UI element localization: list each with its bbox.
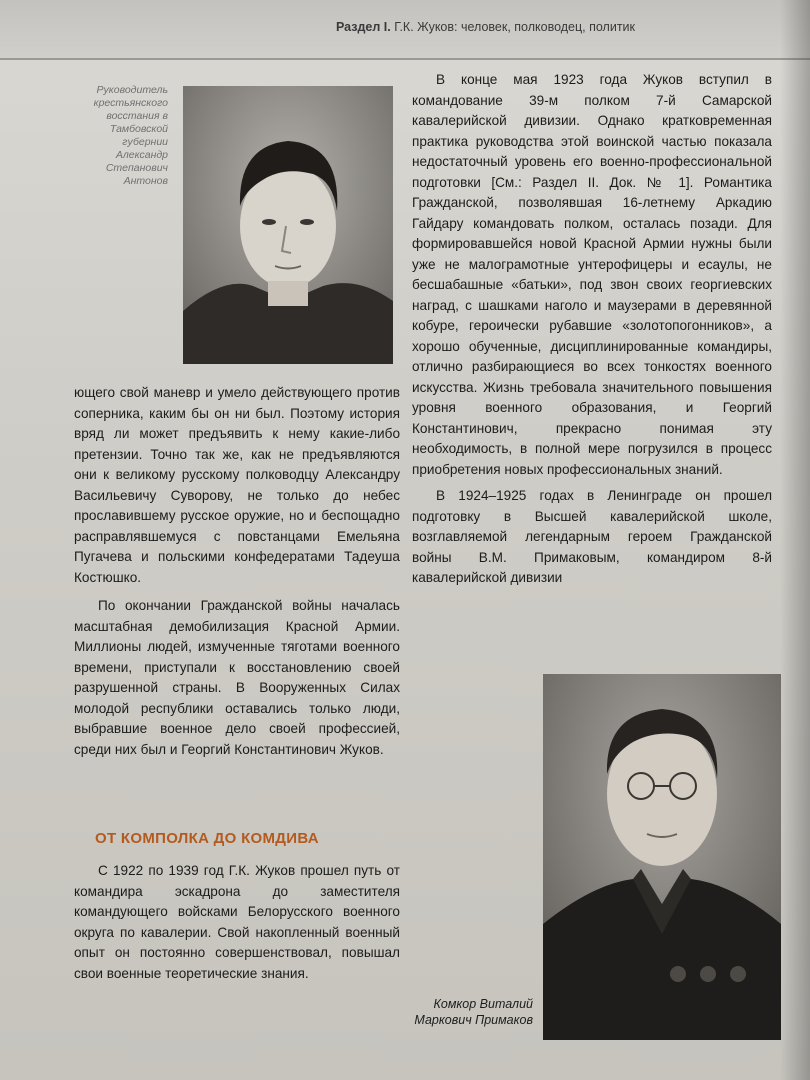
photo-primakov <box>543 674 781 1040</box>
photo-antonov <box>183 86 393 364</box>
paragraph-demobilization: По окончании Гражданской войны началась масштабная демобилизация Красной Армии. Миллионы людей, измученные тяготами военного времени, приступали к восстановлению своей разрушенной страны. В Вооруженных Силах молодой республики оставались только люди, выбравшие военное дело своей профессией, среди них был и Георгий Константинович Жуков. <box>74 598 400 757</box>
page-edge-shadow <box>780 0 810 1080</box>
running-header <box>0 0 810 60</box>
paragraph-continuation: ющего свой маневр и умело действующего против соперника, каким бы он ни был. Поэтому история вряд ли может предъявить к нему какие-либо претензии. Точно так же, как не предъявляются они к великому русскому полководцу Александру Васильевичу Суворову, не только до небес прославившему русское оружие, но и беспощадно расправлявшемуся с повстанцами Емельяна Пугачева и польскими конфедератами Тадеуша Костюшко. <box>74 385 400 585</box>
portrait-primakov-image <box>543 674 781 1040</box>
portrait-antonov-image <box>183 86 393 364</box>
section-title: ОТ КОМПОЛКА ДО КОМДИВА <box>95 830 319 847</box>
paragraph-career: С 1922 по 1939 год Г.К. Жуков прошел путь от командира эскадрона до заместителя командующего войсками Белорусского военного округа по кавалерии. Свой накопленный военный опыт он постоянно совершенствовал, повышал свои военные теоретические знания. <box>74 863 400 981</box>
caption-antonov: Руководитель крестьянского восстания в Тамбовской губернии Александр Степанович Антонов <box>93 84 168 187</box>
header-title: Г.К. Жуков: человек, полководец, политик <box>394 20 635 34</box>
paragraph-command-1923: В конце мая 1923 года Жуков вступил в командование 39-м полком 7-й Самарской кавалерийской дивизии. Однако кратковременная практика руководства этой воинской частью показала недостаточный уровень его военно-профессиональной подготовки [См.: Раздел II. Док. № 1]. Романтика Гражданской, позволявшая 16-летнему Аркадию Гайдару командовать полком, осталась позади. Для формировавшейся новой Красной Армии нужны были уже не малограмотные унтерофицеры и есаулы, не бесшабашные «батьки», под звон своих георгиевских наград, с шашками наголо и маузерами в деревянной кобуре, героически рубавшие «золотопогонников», а хорошо обученные, дисциплинированные командиры, отлично разбирающиеся во всех тонкостях военного искусства. Жизнь требовала значительного повышения уровня военного образования, и Георгий Константинович, прекрасно понимая эту необходимость, в полной мере погрузился в процесс приобретения новых профессиональных знаний. <box>412 72 772 477</box>
paragraph-leningrad-school: В 1924–1925 годах в Ленинграде он прошел подготовку в Высшей кавалерийской школе, возглавляемой легендарным героем Гражданской войны В.М. Примаковым, командиром 8-й кавалерийской дивизии <box>412 488 772 585</box>
left-column-text <box>74 383 400 760</box>
header-section: Раздел I. <box>335 20 391 34</box>
header-text <box>336 20 635 34</box>
right-column-text <box>412 70 772 589</box>
caption-primakov: Комкор Виталий Маркович Примаков <box>414 997 533 1027</box>
left-column-section-text <box>74 861 400 984</box>
